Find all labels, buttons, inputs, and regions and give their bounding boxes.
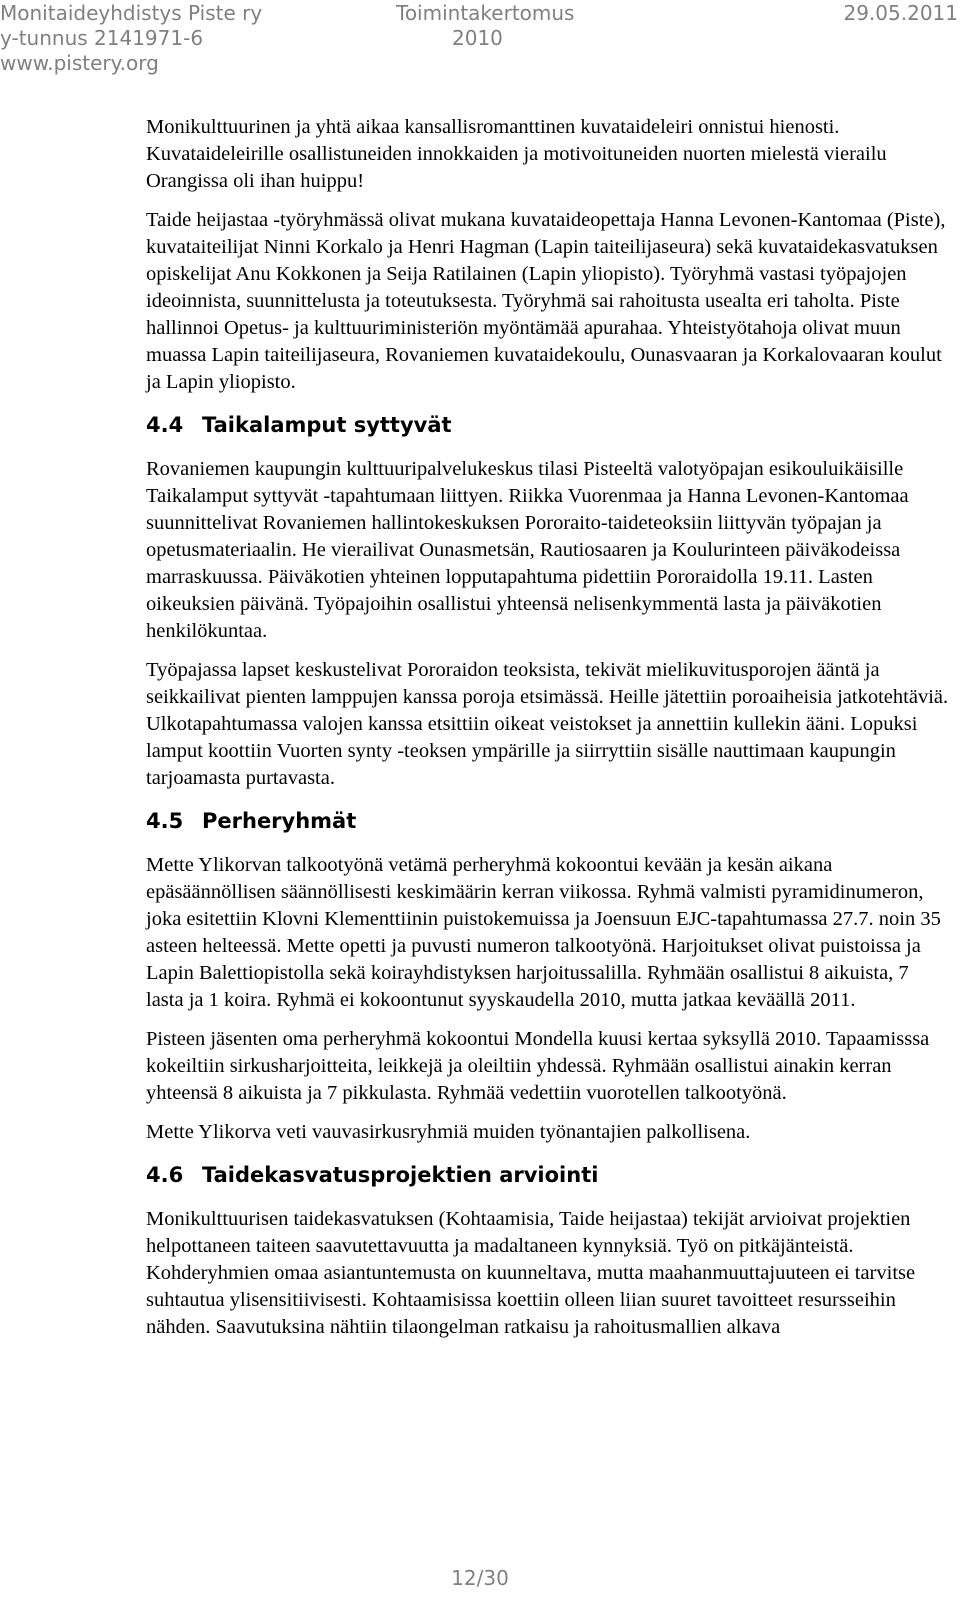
document-title: Toimintakertomus <box>396 1 575 25</box>
document-date: 29.05.2011 <box>843 1 958 25</box>
organization-name: Monitaideyhdistys Piste ry <box>0 1 263 25</box>
paragraph-arviointi: Monikulttuurisen taidekasvatuksen (Kohtaamisia, Taide heijastaa) tekijät arvioivat projektien helpottaneen taiteen saavutettavuutta ja madaltaneen kynnyksiä. Työ on pitkäjänteistä. Kohderyhmien omaa asiantuntemusta on kuunneltava, mutta maahanmuuttajuuteen ei tarvitse suhtautua ylisensitiivisesti. Kohtaamisissa koettiin olleen liian suuret tavoitteet resursseihin nähden. Saavutuksina nähtiin tilaongelman ratkaisu ja rahoitusmallien alkava <box>146 1208 916 1338</box>
paragraph-taide-heijastaa: Taide heijastaa -työryhmässä olivat mukana kuvataideopettaja Hanna Levonen-Kantomaa (Piste), kuvataiteilijat Ninni Korkalo ja Henri Hagman (Lapin taiteilijaseura) sekä kuvataidekasvatuksen opiskelijat Anu Kokkonen ja Seija Ratilainen (Lapin yliopisto). Työryhmä vastasi työpajojen ideoinnista, suunnittelusta ja toteutuksesta. Työryhmä sai rahoitusta usealta eri taholta. Piste hallinnoi Opetus- ja kulttuuriministeriön myöntämää apurahaa. Yhteistyötahoja olivat muun muassa Lapin taiteilijaseura, Rovaniemen kuvataidekoulu, Ounasvaaran ja Korkalovaaran koulut ja Lapin yliopisto. <box>146 209 946 393</box>
paragraph-perheryhmat-1: Mette Ylikorvan talkootyönä vetämä perheryhmä kokoontui kevään ja kesän aikana epäsäännöllisen säännöllisesti keskimäärin kerran viikossa. Ryhmä valmisti pyramidinumeron, joka esitettiin Klovni Klementtiinin puistokemuissa ja Joensuun EJC-tapahtumassa 27.7. noin 35 asteen helteessä. Mette opetti ja puvusti numeron talkootyönä. Harjoitukset olivat puistoissa ja Lapin Balettiopistolla sekä koirayhdistyksen harjoitussalilla. Ryhmään osallistui 8 aikuista, 7 lasta ja 1 koira. Ryhmä ei kokoontunut syyskaudella 2010, mutta jatkaa keväällä 2011. <box>146 854 941 1011</box>
section-title: Perheryhmät <box>202 809 357 833</box>
section-heading-4-5 <box>146 808 950 835</box>
section-heading-4-4 <box>146 412 950 439</box>
section-number: 4.6 <box>146 1163 184 1187</box>
website-link[interactable]: www.pistery.org <box>0 51 159 75</box>
section-title: Taidekasvatusprojektien arviointi <box>202 1163 599 1187</box>
page-number: 12/30 <box>451 1566 509 1590</box>
paragraph-perheryhmat-2: Pisteen jäsenten oma perheryhmä kokoontui Mondella kuusi kertaa syksyllä 2010. Tapaamisssa kokeiltiin sirkusharjoitteita, leikkejä ja oleiltiin yhdessä. Ryhmään osallistui ainakin kerran yhteensä 8 aikuista ja 7 pikkulasta. Ryhmää vedettiin vuorotellen talkootyönä. <box>146 1028 930 1104</box>
page-header <box>0 0 960 80</box>
section-number: 4.4 <box>146 413 184 437</box>
paragraph-taikalamput-1: Rovaniemen kaupungin kulttuuripalvelukeskus tilasi Pisteeltä valotyöpajan esikouluikäisille Taikalamput syttyvät -tapahtumaan liittyen. Riikka Vuorenmaa ja Hanna Levonen-Kantomaa suunnittelivat Rovaniemen hallintokeskuksen Pororaito-taideteoksiin liittyvän työpajan ja opetusmateriaalin. He vierailivat Ounasmetsän, Rautiosaaren ja Koulurinteen päiväkodeissa marraskuussa. Päiväkotien yhteinen lopputapahtuma pidettiin Pororaidolla 19.11. Lasten oikeuksien päivänä. Työpajoihin osallistui yhteensä nelisenkymmentä lasta ja päiväkotien henkilökuntaa. <box>146 458 909 642</box>
section-number: 4.5 <box>146 809 184 833</box>
document-body <box>146 114 950 1353</box>
section-heading-4-6 <box>146 1162 950 1189</box>
paragraph-taikalamput-2: Työpajassa lapset keskustelivat Pororaidon teoksista, tekivät mielikuvitusporojen ääntä ja seikkailivat pienten lamppujen kanssa poroja etsimässä. Heille jätettiin poroaiheisia jatkotehtäviä. Ulkotapahtumassa valojen kanssa etsittiin oikeat veistokset ja annettiin kullekin ääni. Lopuksi lamput koottiin Vuorten synty -teoksen ympärille ja siirryttiin sisälle nauttimaan kaupungin tarjoamasta purtavasta. <box>146 659 949 789</box>
document-year: 2010 <box>452 26 503 50</box>
paragraph-kuvataideleiri: Monikulttuurinen ja yhtä aikaa kansallisromanttinen kuvataideleiri onnistui hienosti. Kuvataideleirille osallistuneiden innokkaiden ja motivoituneiden nuorten mielestä vierailu Orangissa oli ihan huippu! <box>146 116 887 192</box>
business-id: y-tunnus 2141971-6 <box>0 26 204 50</box>
paragraph-perheryhmat-3: Mette Ylikorva veti vauvasirkusryhmiä muiden työnantajien palkollisena. <box>146 1121 751 1143</box>
section-title: Taikalamput syttyvät <box>202 413 452 437</box>
